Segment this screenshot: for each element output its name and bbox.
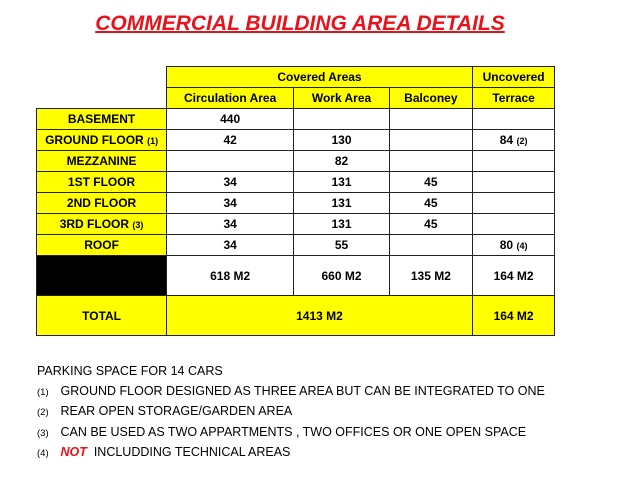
cell: 34 [167,214,294,235]
row-label: MEZZANINE [37,151,167,172]
cell: 45 [389,193,472,214]
note-1: (1) GROUND FLOOR DESIGNED AS THREE AREA BUT CAN BE INTEGRATED TO ONE [37,383,545,398]
note-3: (3) CAN BE USED AS TWO APPARTMENTS , TWO OFFICES OR ONE OPEN SPACE [37,424,527,439]
page-title: COMMERCIAL BUILDING AREA DETAILS [95,12,505,35]
cell: 80 (4) [472,235,555,256]
table-row [37,193,620,214]
blank-black-cell [37,256,167,296]
subtotal-balconey: 135 M2 [389,256,472,296]
cell: 34 [167,235,294,256]
cell: 55 [294,235,390,256]
cell: 45 [389,172,472,193]
cell: 130 [294,130,390,151]
parking-note: PARKING SPACE FOR 14 CARS [37,364,223,378]
cell [472,109,555,130]
row-label: 1ST FLOOR [37,172,167,193]
uncovered-header: Uncovered [472,67,555,88]
cell [472,193,555,214]
subtotal-row [37,256,620,296]
table-row [37,130,620,151]
cell: 42 [167,130,294,151]
row-label: 2ND FLOOR [37,193,167,214]
col-circulation-area: Circulation Area [167,88,294,109]
cell [472,172,555,193]
table-row [37,151,620,172]
row-label: BASEMENT [37,109,167,130]
cell [389,151,472,172]
cell: 34 [167,172,294,193]
cell: 131 [294,214,390,235]
cell: 131 [294,172,390,193]
cell [472,151,555,172]
cell [389,235,472,256]
row-label: ROOF [37,235,167,256]
table-row [37,172,620,193]
cell [167,151,294,172]
total-covered: 1413 M2 [167,296,473,336]
subtotal-terrace: 164 M2 [472,256,555,296]
cell [472,214,555,235]
row-label: 3RD FLOOR (3) [37,214,167,235]
covered-areas-header: Covered Areas [167,67,473,88]
subtotal-work: 660 M2 [294,256,390,296]
area-table [36,66,620,336]
cell: 131 [294,193,390,214]
cell: 45 [389,214,472,235]
footer-notes [37,362,545,464]
cell [389,109,472,130]
cell: 440 [167,109,294,130]
cell [294,109,390,130]
total-label: TOTAL [37,296,167,336]
col-balconey: Balconey [389,88,472,109]
table-row [37,109,620,130]
cell [389,130,472,151]
col-terrace: Terrace [472,88,555,109]
total-uncovered: 164 M2 [472,296,555,336]
note-2: (2) REAR OPEN STORAGE/GARDEN AREA [37,404,293,418]
total-row [37,296,620,336]
row-label: GROUND FLOOR (1) [37,130,167,151]
col-work-area: Work Area [294,88,390,109]
note-4: (4) NOT INCLUDDING TECHNICAL AREAS [37,445,291,459]
cell: 84 (2) [472,130,555,151]
cell: 34 [167,193,294,214]
cell: 82 [294,151,390,172]
table-row [37,214,620,235]
subtotal-circulation: 618 M2 [167,256,294,296]
table-row [37,235,620,256]
